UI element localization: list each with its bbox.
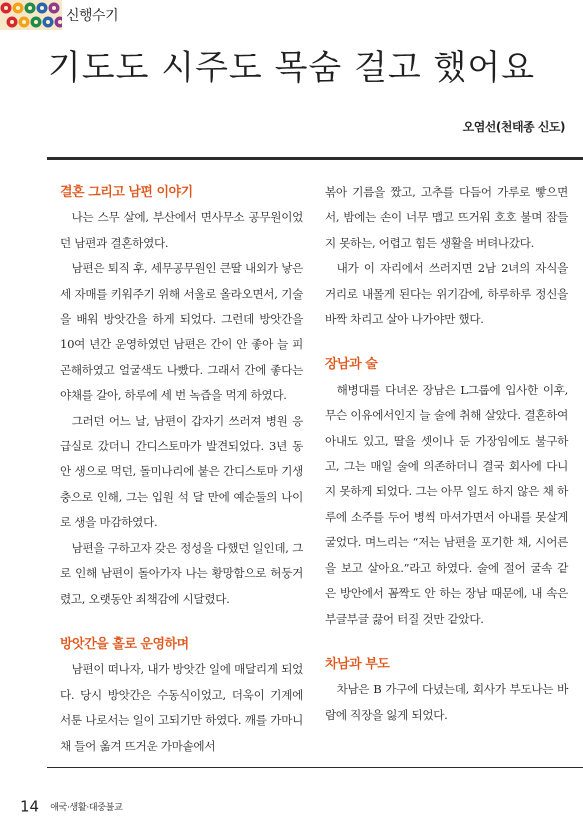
magazine-name: 애국·생활·대중불교: [50, 803, 123, 813]
author-byline: 오염선(천태종 신도): [462, 120, 565, 134]
section-heading-mill: 방앗간을 홀로 운영하며: [60, 636, 189, 652]
page-number: 14: [20, 797, 40, 816]
page-footer: [20, 796, 122, 816]
section-label: 신행수기: [66, 8, 119, 24]
pattern-flower-center: [52, 6, 56, 10]
paragraph: 나는 스무 살에, 부산에서 면사무소 공무원이었던 남편과 결혼하였다.: [60, 210, 303, 250]
page-title: 기도도 시주도 목숨 걸고 했어요: [47, 48, 536, 88]
paragraph: 남편은 퇴직 후, 세무공무원인 큰딸 내외가 낳은 세 자매를 키워주기 위해 서울로 올라오면서, 기술을 배워 방앗간을 하게 되었다. 그런데 방앗간을 10여 년간 운영하였던 남편은 간이 안 좋아 늘 피곤해하였고 얼굴색도 나빴다. 그래서 간에 좋다는 야채를 갈아, 하루에 세 번 녹즙을 먹게 하였다.: [60, 261, 303, 403]
paragraph: 그러던 어느 날, 남편이 갑자기 쓰러져 병원 응급실로 갔더니 간디스토마가 발견되었다. 3년 동안 생으로 먹던, 돌미나리에 붙은 간디스토마 기생충으로 인해, 그는 입원 석 달 만에 예순둘의 나이로 생을 마감하였다.: [60, 413, 303, 530]
decorative-pattern-icon: [0, 0, 62, 30]
paragraph: 남편이 떠나자, 내가 방앗간 일에 매달리게 되었다. 당시 방앗간은 수동식이었고, 더욱이 기계에 서툰 나로서는 일이 고되기만 하였다. 깨를 가마니 채 들어 옮겨 뜨거운 가마솥에서: [60, 662, 303, 753]
pattern-flower-center: [34, 20, 38, 24]
top-rule: [47, 157, 583, 160]
pattern-flower-center: [10, 20, 14, 24]
section-heading-eldest-son: 장남과 술: [325, 357, 378, 373]
right-column: [325, 180, 568, 728]
paragraph: 남편을 구하고자 갖은 정성을 다했던 일인데, 그로 인해 남편이 돌아가자 나는 황망함으로 허둥거렸고, 오랫동안 죄책감에 시달렸다.: [60, 540, 303, 606]
pattern-flower-center: [58, 20, 62, 24]
bottom-rule: [47, 767, 583, 768]
pattern-flower-center: [4, 6, 8, 10]
pattern-flower-center: [46, 20, 50, 24]
paragraph: 차남은 B 가구에 다녔는데, 회사가 부도나는 바람에 직장을 잃게 되었다.: [325, 682, 568, 722]
paragraph: 해병대를 다녀온 장남은 L그룹에 입사한 이후, 무슨 이유에서인지 늘 술에 취해 살았다. 결혼하여 아내도 있고, 딸을 셋이나 둔 가장임에도 불구하고, 그는 매일 술에 의존하더니 결국 회사에 다니지 못하게 되었다. 그는 아무 일도 하지 않은 채 하루에 소주를 두어 병씩 마셔가면서 아내를 못살게 굴었다. 며느리는 “저는 남편을 포기한 채, 시어른을 보고 살아요.”라고 하였다. 술에 절어 굴속 같은 방안에서 꼼짝도 안 하는 장남 때문에, 내 속은 부글부글 끓어 터질 것만 같았다.: [325, 382, 568, 626]
section-heading-marriage: 결혼 그리고 남편 이야기: [60, 185, 193, 200]
pattern-flower-center: [28, 6, 32, 10]
pattern-flower-center: [16, 6, 20, 10]
pattern-flower-center: [22, 20, 26, 24]
paragraph: 내가 이 자리에서 쓰러지면 2남 2녀의 자식을 거리로 내몰게 된다는 위기감에, 하루하루 정신을 바짝 차리고 살아 나가야만 했다.: [325, 261, 568, 327]
pattern-flower-center: [40, 6, 44, 10]
left-column: [60, 180, 303, 759]
section-heading-second-son: 차남과 부도: [325, 656, 390, 672]
paragraph: 볶아 기름을 짰고, 고추를 다듬어 가루로 빻으면서, 밤에는 손이 너무 맵고 뜨거워 호호 불며 잠들지 못하는, 어렵고 힘든 생활을 버텨나갔다.: [325, 185, 568, 250]
